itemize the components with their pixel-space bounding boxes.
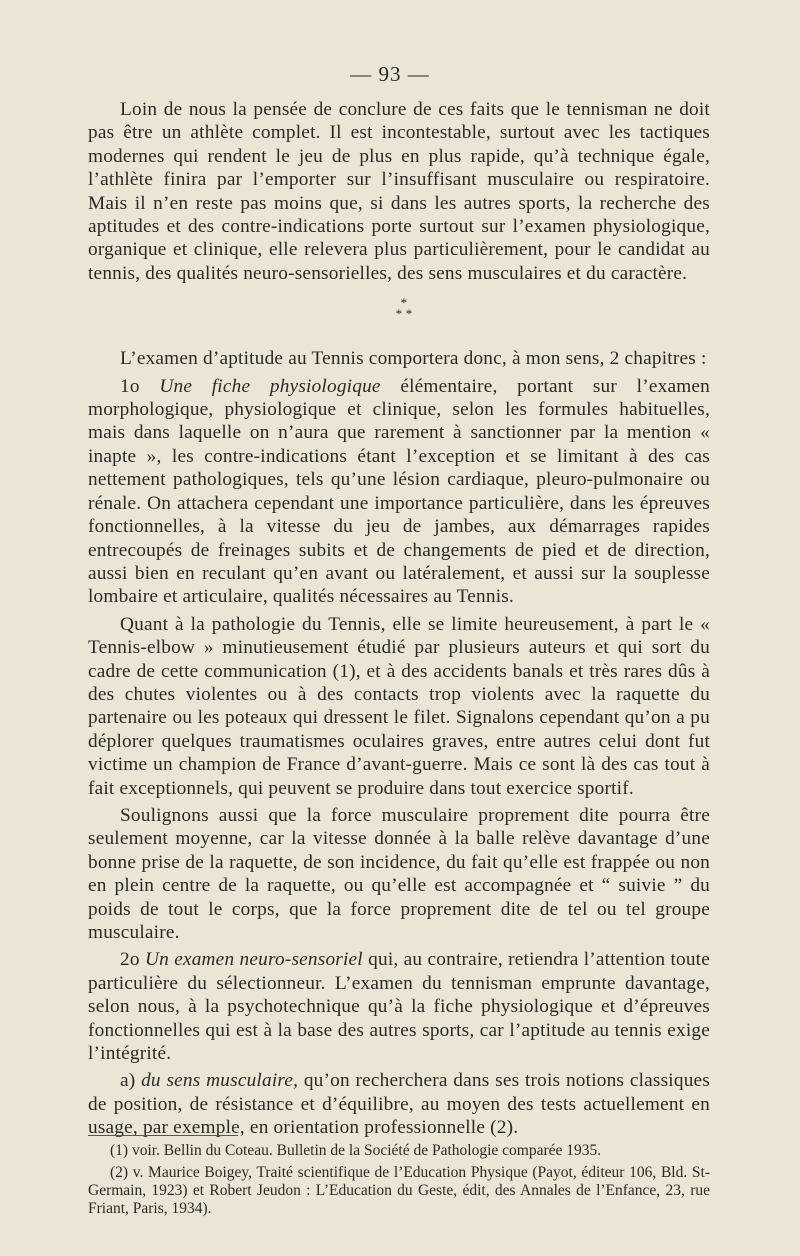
paragraph-examen-neuro [88,948,710,1065]
footnotes [88,1142,710,1222]
item-text: qui, au contraire, retiendra l’attention toute particulière du sélectionneur. L’examen du tennisman emprunte davantage, selon nous, à la psychotechnique qu’à la fiche physiologique et d’épreuves fonctionnelles qui est à la base des autres sports, car l’aptitude au tennis exige l’intégrité. [88,949,710,1065]
item-label: a) [120,1070,136,1092]
item-text: qu’on recherchera dans ses trois notions classiques de position, de résistance et d’équilibre, au moyen des tests actuellement en usage, par exemple, en orientation professionnelle (2). [88,1070,710,1139]
paragraph-sens-musculaire [88,1069,710,1139]
main-text [88,98,710,1140]
asterism-bottom: * * [395,306,413,322]
asterism-top: * [400,295,408,311]
paragraph-force-musculaire: Soulignons aussi que la force musculaire proprement dite pourra être seulement moyenne, car la vitesse donnée à la balle relève davantage d’une bonne prise de la raquette, de son incidence, du fait qu’elle est frappée ou non en plein centre de la raquette, ou qu’elle est accompagnée et “ suivie ” du poids de tout le corps, que la force proprement dite de tel ou tel groupe musculaire. [88,804,710,943]
footnote-1: (1) voir. Bellin du Coteau. Bulletin de la Société de Pathologie comparée 1935. [110,1142,602,1159]
footnote-2: (2) v. Maurice Boigey, Traité scientifique de l’Education Physique (Payot, éditeur 106, Bld. St-Germain, 1923) et Robert Jeudon : L’Education du Geste, édit, des Annales de l’Enfance, 23, rue Friant, Paris, 1934). [88,1164,710,1217]
paragraph-examen-intro: L’examen d’aptitude au Tennis comportera donc, à mon sens, 2 chapitres : [120,348,707,370]
paragraph-conclusion: Loin de nous la pensée de conclure de ces faits que le tennisman ne doit pas être un athlète complet. Il est incontestable, surtout avec les tactiques modernes qui rendent le jeu de plus en plus rapide, qu’à technique égale, l’athlète finira par l’emporter sur l’insuffisant musculaire ou respiratoire. Mais il n’en reste pas moins que, si dans les autres sports, la recherche des aptitudes et des contre-indications porte surtout sur l’examen physiologique, organique et clinique, elle relevera plus particulièrement, pour le candidat au tennis, des qualités neuro-sensorielles, des sens musculaires et du caractère. [88,99,710,284]
paragraph-pathologie: Quant à la pathologie du Tennis, elle se limite heureusement, à part le « Tennis-elbow » minutieusement étudié par plusieurs auteurs et qui sort du cadre de cette communication (1), et à des accidents banals et très rares dûs à des chutes violentes ou à des contacts trop violents avec la raquette du partenaire ou les poteaux qui dressent le filet. Signalons cependant qu’on a pu déplorer quelques traumatismes oculaires graves, entre autres celui dont fut victime un champion de France d’avant-guerre. Mais ce sont là des cas tout à fait exceptionnels, qui peuvent se produire dans tout exercice sportif. [88,613,710,799]
item-title: du sens musculaire, [141,1070,299,1092]
item-number: 1o [120,375,140,397]
section-asterism [88,295,710,322]
item-title: Une fiche physiologique [159,375,381,397]
page-number: — 93 — [350,62,430,86]
item-number: 2o [120,949,140,971]
footnote-divider [88,1135,238,1136]
paragraph-fiche-physiologique [88,375,710,609]
item-text: élémentaire, portant sur l’examen morphologique, physiologique et clinique, selon les formules habituelles, mais dans laquelle on n’aura que rarement à sanctionner par la mention « inapte », les contre-indications étant l’exception et se limitant à des cas nettement pathologiques, tels qu’une lésion cardiaque, pleuro-pulmonaire ou rénale. On attachera cependant une importance particulière, dans les épreuves fonctionnelles, à la vitesse du jeu de jambes, aux démarrages rapides entrecoupés de freinages subits et de changements de pied et de direction, aussi bien en reculant qu’en avant ou latéralement, et aussi sur la souplesse lombaire et articulaire, qualités nécessaires au Tennis. [88,375,710,608]
item-title: Un examen neuro-sensoriel [144,949,363,971]
